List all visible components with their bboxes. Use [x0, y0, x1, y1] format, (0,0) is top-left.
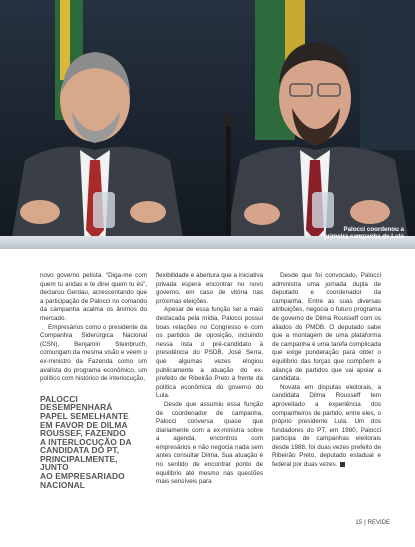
photo-caption	[284, 226, 404, 241]
footer-separator: |	[364, 520, 366, 526]
caption-line-2: primeira campanha de Lula	[323, 233, 404, 241]
pull-quote-line: AO EMPRESARIADO	[40, 471, 125, 482]
page-footer	[355, 520, 390, 526]
pull-quote-line: CANDIDATA DO PT,	[40, 445, 120, 456]
pull-quote-line: NACIONAL	[40, 479, 85, 490]
magazine-name: REVIDE	[367, 520, 390, 526]
pull-quote-line: EM FAVOR DE DILMA	[40, 419, 128, 430]
pull-quote-line: PAPEL SEMELHANTE	[40, 410, 129, 421]
pull-quote-line: A INTERLOCUÇÃO DA	[40, 436, 132, 447]
article-column-1	[40, 272, 147, 489]
article-column-3	[272, 272, 381, 470]
pull-quote	[40, 395, 147, 490]
end-of-article-icon	[340, 462, 345, 467]
paragraph: Desde que assumiu essa função de coordenador de campanha, Palocci conversa quase que diariamente com a ex-ministra sobre a agenda, encontros com empresários e não negocia nada sem antes consultar Dilma. Sua atuação é no sentido de encontrar ponto de equilíbrio até mesmo nas questões mais sensíveis para	[156, 400, 263, 486]
pull-quote-line: PALOCCI	[40, 393, 78, 404]
paragraph	[272, 384, 381, 470]
photo	[0, 0, 415, 249]
pull-quote-line: PRINCIPALMENTE, JUNTO	[40, 453, 118, 473]
caption-line-1: Palocci coordenou a	[343, 226, 404, 233]
paragraph: Apesar de essa função ser a mais destacada pela mídia, Palocci possui boas relações no Congresso e com os partidos de oposição, incluindo nessa lista o pré-candidato à presidência do PSDB, José Serra, que algumas vezes elogiou publicamente a atuação do ex-prefeito de Ribeirão Preto à frente da política econômica do governo do Lula.	[156, 306, 263, 400]
paragraph: novo governo petista. “Diga-me com quem tu andas e te direi quem tu és”, declarou Gerdau, acrescentando que a participação de Palocci no comando da campanha acalma os ânimos do mercado.	[40, 272, 147, 322]
pull-quote-line: ROUSSEF, FAZENDO	[40, 428, 126, 439]
page-number: 15	[355, 520, 363, 526]
pull-quote-line: DESEMPENHARÁ	[40, 402, 113, 413]
paragraph-text: Novata em disputas eleitorais, a candidata Dilma Rousseff tem aproveitado a experiência dos companheiros de partido, entre eles, o próprio presidente Lula. Um dos fundadores do PT, em 1980, Palocci participa de campanhas eleitorais desde 1988, foi duas vezes prefeito de Ribeirão Preto, deputado estadual e federal por duas vezes.	[272, 383, 381, 469]
paragraph: Empresários como o presidente da Companhia Siderúrgica Nacional (CSN), Benjamin Steinbruch, comungam da mesma visão e veem o ex-ministro da Fazenda como um avalista do programa econômico, um político com histórico de interlocução,	[40, 323, 147, 383]
paragraph: flexibilidade e abertura que a iniciativa privada espera encontrar no novo governo, em caso de vitória nas próximas eleições.	[156, 272, 263, 305]
paragraph: Desde que foi convocado, Palocci administra uma jornada dupla de deputado e coordenador da campanha. Entre as suas diversas atribuições, negocia o futuro programa de governo de Dilma Rousseff com os aliados do PMDB. O deputado sabe que a montagem de uma plataforma de campanha é uma tarefa complicada que exige ponderação para obter o equilíbrio das forças que compõem a aliança de partidos que vai apoiar a candidata.	[272, 272, 381, 383]
article-column-2	[156, 272, 263, 487]
photo-illustration	[0, 0, 415, 249]
